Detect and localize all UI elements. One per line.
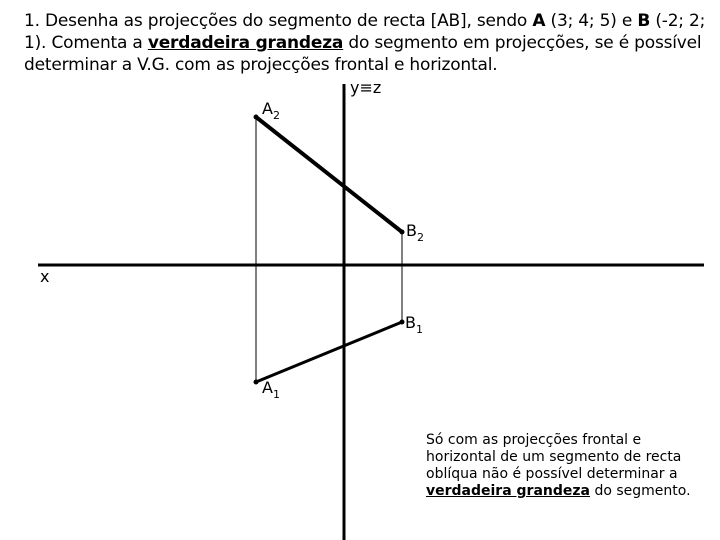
point-a1 bbox=[254, 380, 259, 385]
point-b-coords: (-2; 2; 1). Comenta a bbox=[24, 11, 706, 53]
x-axis-label: x bbox=[40, 267, 50, 286]
true-size-term: verdadeira grandeza bbox=[147, 33, 344, 53]
note-true-size-term: verdadeira grandeza bbox=[426, 483, 590, 499]
point-b-name: B bbox=[637, 11, 651, 31]
note-text: Só com as projecções frontal e horizontal de um segmento de recta oblíqua não é possível determinar a bbox=[426, 432, 682, 482]
label-b1: $B_1$ bbox=[405, 313, 423, 336]
conclusion-note bbox=[426, 432, 696, 500]
statement-text-3: do segmento em projecções, se é possível determinar a V.G. com as projecções frontal e horizontal. bbox=[24, 33, 702, 75]
yz-axis-label: y≡z bbox=[350, 78, 382, 97]
point-b1 bbox=[400, 320, 405, 325]
statement-text-2: ], sendo bbox=[460, 11, 533, 31]
statement-text-1: 1. Desenha as projecções do segmento de recta [ bbox=[24, 11, 438, 31]
note-end: do segmento. bbox=[590, 483, 691, 499]
label-a2: $A_2$ bbox=[262, 99, 280, 122]
point-a2 bbox=[254, 115, 259, 120]
point-b2 bbox=[400, 230, 405, 235]
label-b2: $B_2$ bbox=[406, 221, 424, 244]
point-a-coords: (3; 4; 5) e bbox=[545, 11, 638, 31]
frontal-projection-segment bbox=[256, 117, 402, 232]
point-a-name: A bbox=[532, 11, 546, 31]
horizontal-projection-segment bbox=[256, 322, 402, 382]
label-a1: $A_1$ bbox=[262, 378, 280, 401]
segment-name: AB bbox=[437, 11, 461, 31]
